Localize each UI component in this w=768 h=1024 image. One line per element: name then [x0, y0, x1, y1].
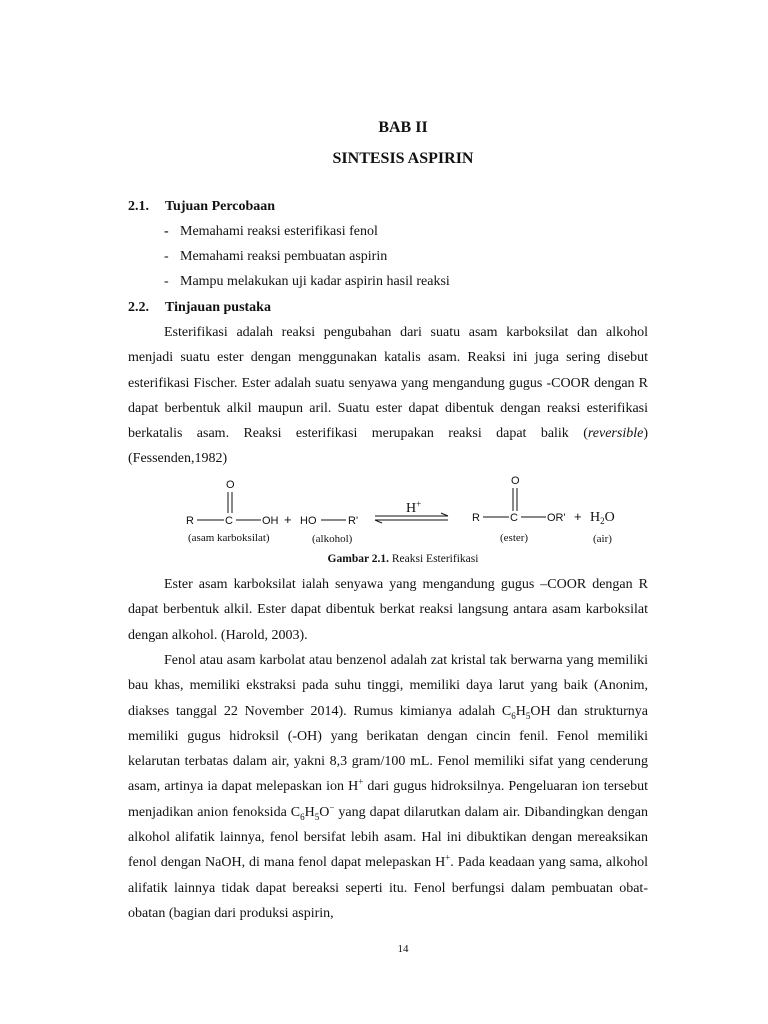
plus-sign: +: [284, 512, 292, 527]
section-title: Tujuan Percobaan: [165, 199, 276, 214]
water-formula: $H_2O$: [590, 510, 615, 526]
alcohol-hydroxyl: HO: [300, 515, 317, 527]
list-item: [164, 274, 450, 290]
label-water: (air): [593, 533, 612, 545]
figure-caption: [0, 553, 768, 565]
list-item: [164, 249, 387, 265]
section-heading-review: [128, 300, 271, 316]
paragraph-text: Ester asam karboksilat ialah senyawa yang mengandung gugus –COOR dengan R dapat berbentuk alkil. Ester dapat dibentuk berkat reaksi langsung antara asam karboksilat dengan alkohol. (Harold, 2003).: [128, 577, 648, 643]
italic-term: reversible: [587, 426, 644, 442]
paragraph-citation: ) (Fessenden,1982): [128, 426, 648, 467]
carbon-acid: C: [225, 515, 233, 527]
r-group-alcohol: R': [348, 515, 359, 527]
carbon-ester: C: [510, 512, 518, 524]
alkoxy-group: OR': [547, 512, 566, 524]
list-item-text: Mampu melakukan uji kadar aspirin hasil reaksi: [180, 274, 450, 289]
chapter-number: BAB II: [378, 119, 428, 136]
list-dash: -: [164, 274, 169, 289]
paragraph-text: Fenol atau asam karbolat atau benzenol adalah zat kristal tak berwarna yang memiliki bau khas, memiliki ekstraksi pada suhu tinggi, memiliki daya larut yang baik (Anonim, diakses tanggal 22 November 2014). Rumus kimianya adalah $C_6H_5OH$ dan strukturnya memiliki gugus hidroksil (-OH) yang berikatan dengan cincin fenil. Fenol memiliki kelarutan terbatas dalam air, yakni 8,3 gram/100 mL. Fenol memiliki sifat yang cenderung asam, artinya ia dapat melepaskan ion H+ dari gugus hidroksilnya. Pengeluaran ion tersebut menjadikan anion fenoksida $C_6H_5O^-$ yang dapat dilarutkan dalam air. Dibandingkan dengan alkohol alifatik lainnya, fenol bersifat lebih asam. Hal ini dibuktikan dengan mereaksikan fenol dengan NaOH, di mana fenol dapat melepaskan H+. Pada keadaan yang sama, alkohol alifatik lainnya tidak dapat bereaksi seperti itu. Fenol berfungsi dalam pembuatan obat-obatan (bagian dari produksi aspirin,: [128, 653, 649, 921]
hydroxyl-group: OH: [262, 515, 279, 527]
paragraph-esterification: [128, 320, 648, 472]
list-item-text: Memahami reaksi pembuatan aspirin: [180, 249, 388, 264]
esterification-reaction-scheme: [170, 470, 650, 550]
list-item-text: Memahami reaksi esterifikasi fenol: [180, 224, 378, 239]
section-number: 2.2.: [128, 300, 149, 315]
section-title: Tinjauan pustaka: [165, 300, 271, 315]
list-dash: -: [164, 224, 169, 239]
r-group-acid: R: [186, 515, 194, 527]
chapter-title: SINTESIS ASPIRIN: [332, 150, 474, 167]
list-dash: -: [164, 249, 169, 264]
carbonyl-oxygen-ester: O: [511, 475, 520, 487]
paragraph-text: Esterifikasi adalah reaksi pengubahan dari suatu asam karboksilat dan alkohol menjadi suatu ester dengan menggunakan katalis asam. Reaksi ini juga sering disebut esterifikasi Fischer. Ester adalah suatu senyawa yang mengandung gugus -COOR dengan R dapat berbentuk alkil maupun aril. Suatu ester dapat dibentuk dengan reaksi esterifikasi berkatalis asam. Reaksi esterifikasi merupakan reaksi dapat balik (: [128, 325, 648, 442]
plus-sign: +: [574, 509, 582, 524]
label-alcohol: (alkohol): [312, 533, 353, 545]
paragraph-phenol: [128, 648, 648, 926]
section-number: 2.1.: [128, 199, 149, 214]
carbonyl-oxygen-acid: O: [226, 479, 235, 491]
figure-label: Gambar 2.1.: [327, 553, 389, 565]
catalyst-label: H+: [406, 499, 422, 516]
r-group-ester: R: [472, 512, 480, 524]
label-carboxylic-acid: (asam karboksilat): [188, 532, 270, 544]
page-number: 14: [397, 943, 409, 955]
figure-caption-text: Reaksi Esterifikasi: [389, 553, 479, 565]
paragraph-ester: [128, 572, 648, 648]
list-item: [164, 224, 378, 240]
label-ester: (ester): [500, 532, 529, 544]
section-heading-objectives: [128, 199, 275, 215]
